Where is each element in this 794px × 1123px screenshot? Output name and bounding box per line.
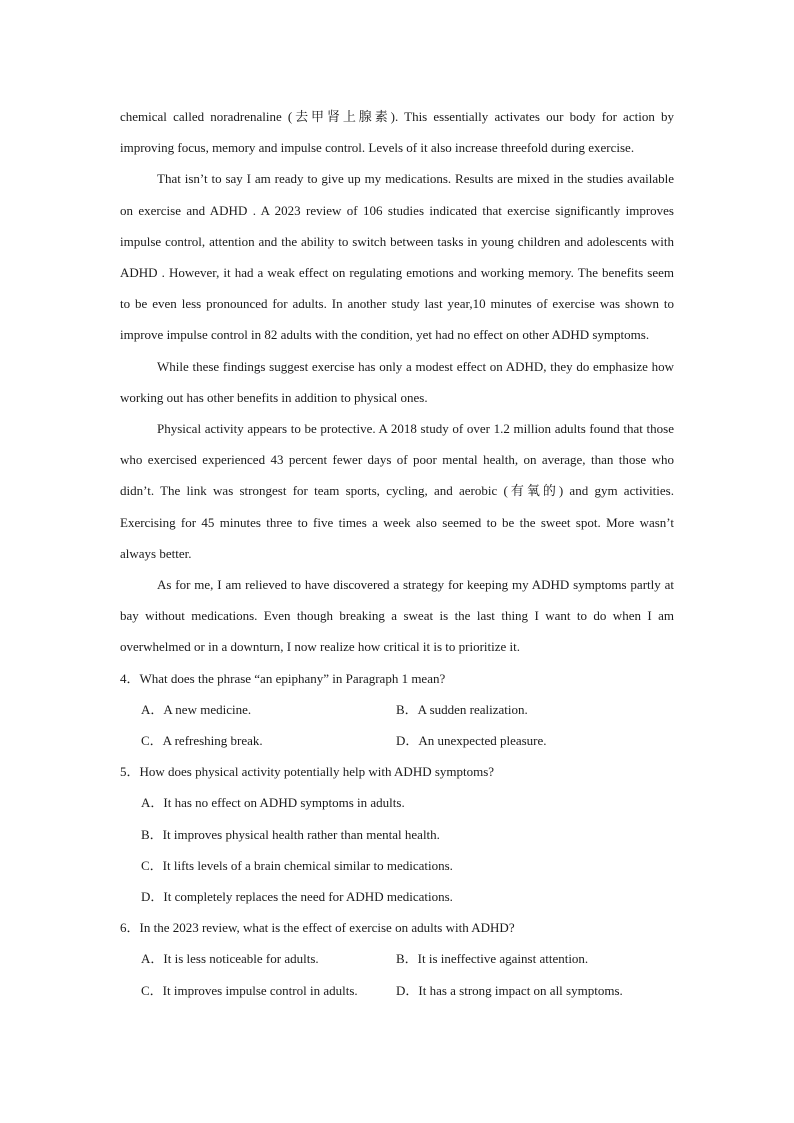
option-b: B．It is ineffective against attention. [396, 951, 589, 967]
question-5 [120, 756, 674, 912]
option-c: C．It improves impulse control in adults. [141, 982, 358, 998]
option-a: A．It has no effect on ADHD symptoms in adults. [141, 795, 405, 811]
paragraph-findings: While these findings suggest exercise has only a modest effect on ADHD, they do emphasize how working out has other benefits in addition to physical ones. [120, 358, 674, 405]
option-d: D．It has a strong impact on all symptoms. [396, 982, 623, 998]
option-b: B．A sudden realization. [396, 701, 528, 717]
option-c: C．It lifts levels of a brain chemical similar to medications. [141, 857, 453, 873]
question-stem: 6．In the 2023 review, what is the effect of exercise on adults with ADHD? [120, 920, 515, 936]
paragraph-continued: chemical called noradrenaline (去甲肾上腺素). This essentially activates our body for action by improving focus, memory and impulse control. Levels of it also increase threefold during exercise. [120, 109, 674, 156]
question-stem: 4．What does the phrase “an epiphany” in Paragraph 1 mean? [120, 670, 446, 686]
answer-options [120, 787, 674, 912]
answer-options [120, 694, 674, 756]
option-d: D．It completely replaces the need for ADHD medications. [141, 889, 453, 905]
document-body [120, 101, 674, 1006]
option-a: A．A new medicine. [141, 701, 252, 717]
question-4 [120, 663, 674, 757]
option-a: A．It is less noticeable for adults. [141, 951, 319, 967]
answer-options [120, 943, 674, 1005]
paragraph-protective: Physical activity appears to be protective. A 2018 study of over 1.2 million adults found that those who exercised experienced 43 percent fewer days of poor mental health, on average, than those who didn’t. The link was strongest for team sports, cycling, and aerobic (有氧的) and gym activities. Exercising for 45 minutes three to five times a week also seemed to be the sweet spot. More wasn’t always better. [120, 421, 674, 561]
paragraph-conclusion: As for me, I am relieved to have discovered a strategy for keeping my ADHD symptoms partly at bay without medications. Even though breaking a sweat is the last thing I want to do when I am overwhelmed or in a downturn, I now realize how critical it is to prioritize it. [120, 577, 674, 655]
question-stem: 5．How does physical activity potentially help with ADHD symptoms? [120, 764, 495, 780]
option-c: C．A refreshing break. [141, 733, 263, 749]
option-b: B．It improves physical health rather than mental health. [141, 826, 440, 842]
option-d: D．An unexpected pleasure. [396, 733, 547, 749]
question-6 [120, 912, 674, 1006]
paragraph-results-mixed: That isn’t to say I am ready to give up my medications. Results are mixed in the studies available on exercise and ADHD . A 2023 review of 106 studies indicated that exercise significantly improves impulse control, attention and the ability to switch between tasks in young children and adolescents with ADHD . However, it had a weak effect on regulating emotions and working memory. The benefits seem to be even less pronounced for adults. In another study last year,10 minutes of exercise was shown to improve impulse control in 82 adults with the condition, yet had no effect on other ADHD symptoms. [120, 171, 674, 343]
